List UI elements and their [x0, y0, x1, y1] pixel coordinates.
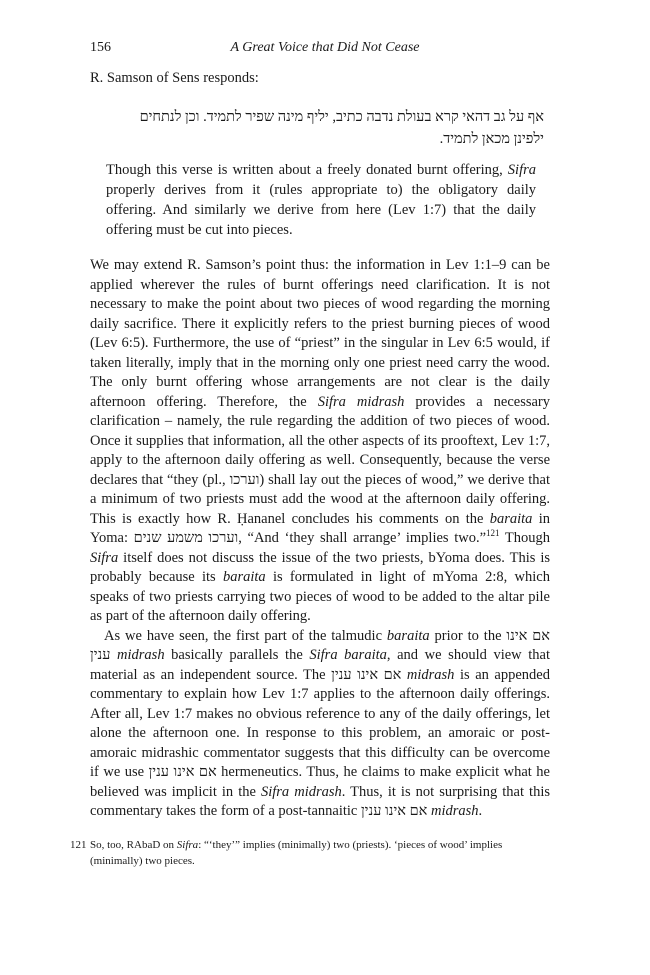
text-run: basically parallels the [164, 647, 310, 663]
text-run: : “‘they’” implies (minimally) two (priests). ‘pieces of wood’ implies (minimally) two pieces. [90, 839, 503, 867]
footnote-number: 121 [70, 839, 87, 851]
page-number: 156 [90, 40, 111, 55]
italic-run: baraita [489, 510, 533, 527]
hebrew-run: אם אינו ענין [90, 627, 550, 663]
hebrew-quote: אף על גב דהאי קרא בעולת נדבה כתיב, יליף מינה שפיר לתמיד. וכן לנתחים ילפינן מכאן לתמיד. [139, 109, 544, 147]
text-run: , and we should view that material as an independent source. The [90, 647, 550, 683]
italic-run: midrash [117, 647, 165, 663]
hebrew-run: וערכו [229, 471, 260, 488]
italic-run: baraita [386, 627, 430, 644]
footnote-ref[interactable]: 121 [486, 528, 500, 539]
italic-run: Sifra baraita [309, 647, 387, 663]
italic-run: baraita [222, 569, 266, 585]
main-text [90, 256, 550, 822]
text-run: properly derives from it (rules appropriate to) the obligatory daily offering. And similarly we derive from here (Lev 1:7) that the daily offering must be cut into pieces. [106, 182, 536, 238]
footnote-text [90, 838, 550, 869]
paragraph-2 [90, 627, 550, 822]
italic-run: Sifra midrash [317, 393, 405, 410]
hebrew-run: אם אינו ענין [360, 803, 428, 819]
text-run: . [478, 803, 483, 819]
text-run: Though [499, 530, 550, 546]
hebrew-run: וערכו משמע שנים [133, 530, 239, 546]
paragraph-1 [90, 256, 550, 627]
text-run: , “And ‘they shall arrange’ implies two.” [238, 530, 487, 546]
running-title: A Great Voice that Did Not Cease [230, 40, 420, 55]
italic-run: Sifra [176, 839, 199, 851]
text-run: . Thus, it is not surprising that this commentary takes the form of a post-tannaitic [90, 783, 550, 819]
text-run: So, too, RAbaD on [90, 839, 177, 851]
italic-run: Sifra [90, 549, 119, 566]
hebrew-run: אם אינו ענין [148, 764, 217, 780]
running-header [90, 40, 560, 58]
footnote-121 [70, 838, 550, 869]
italic-run: midrash [430, 803, 479, 819]
text-run: Though this verse is written about a freely donated burnt offering, [106, 162, 508, 178]
text-run: provides a necessary clarification – namely, the rule regarding the addition of two pieces of wood. Once it supplies that information, all the other aspects of its prooftext, Lev 1:7, apply to the afternoon daily offering as well. Consequently, because the verse declares that “they (pl., [90, 393, 550, 488]
intro-line: R. Samson of Sens responds: [90, 70, 259, 86]
text-run: prior to the [429, 627, 507, 644]
text-run: itself does not discuss the issue of the two priests, bYoma does. This is probably because its [90, 549, 550, 585]
text-run: We may extend R. Samson’s point thus: the information in Lev 1:1–9 can be applied wherever the rules of burnt offerings need clarification. It is not necessary to make the point about two pieces of wood regarding the morning daily sacrifice. There it explicitly refers to the priest burning pieces of wood (Lev 6:5). Furthermore, the use of “priest” in the singular in Lev 6:5 would, if taken literally, imply that in the morning only one priest need carry the wood. The only burnt offering whose arrangements are not clear is the daily afternoon offering. Therefore, the [90, 257, 550, 410]
text-run: hermeneutics. Thus, he claims to make explicit what he believed was implicit in the [90, 764, 550, 800]
text-run: is formulated in light of mYoma 2:8, which speaks of two priests carrying two pieces of wood to be added to the altar pile as part of the afternoon daily offering. [90, 569, 550, 624]
italic-run: Sifra midrash [260, 783, 342, 800]
italic-run: Sifra [507, 162, 536, 178]
text-run: in Yoma: [90, 510, 551, 546]
text-run: As we have seen, the first part of the talmudic [104, 627, 387, 644]
hebrew-run: אם אינו ענין [331, 666, 402, 683]
text-run: ) shall lay out the pieces of wood,” we derive that a minimum of two priests must add the wood at the afternoon daily offering. This is exactly how R. Ḥananel concludes his comments on the [90, 471, 551, 527]
italic-run: midrash [406, 666, 455, 683]
text-run: is an appended commentary to explain how Lev 1:7 applies to the afternoon daily offerings. After all, Lev 1:7 makes no obvious reference to any of the daily offerings, let alone the afternoon one. In response to this problem, an amoraic or post-amoraic midrashic commentator suggests that this difficulty can be overcome if we use [90, 666, 550, 780]
translation-block [106, 160, 536, 240]
